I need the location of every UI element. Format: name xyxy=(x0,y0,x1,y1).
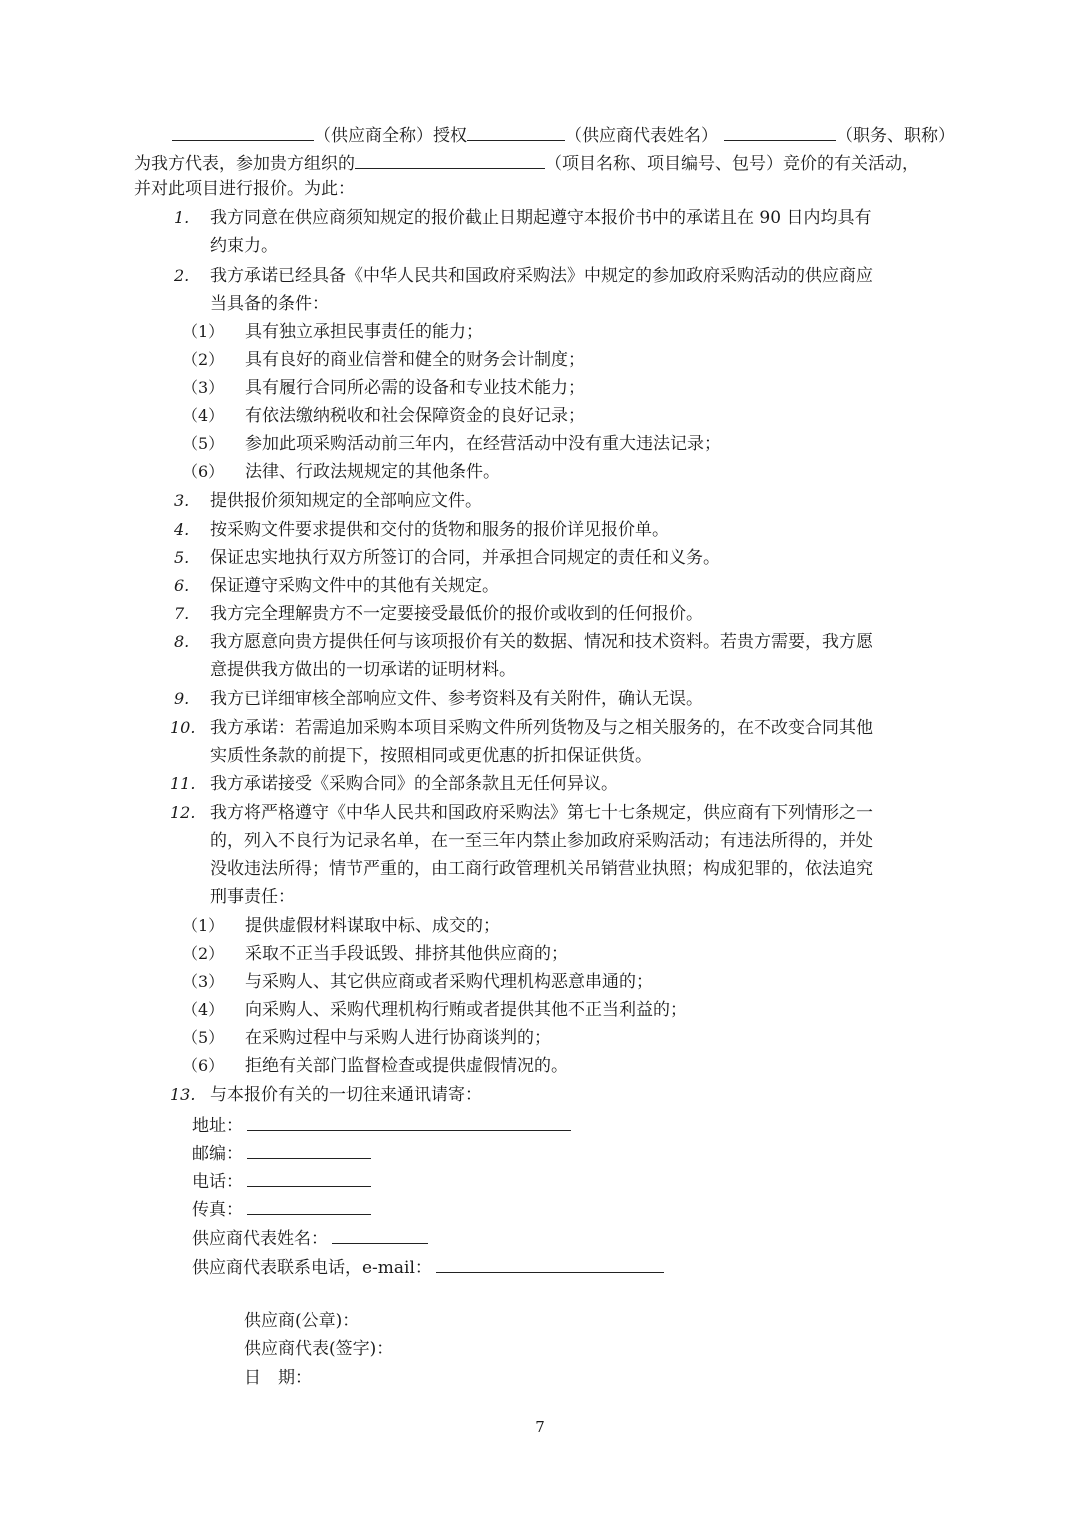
date-label: 日 期： xyxy=(244,1368,312,1388)
item-number: 5. xyxy=(174,548,190,567)
condition-number: （4） xyxy=(182,406,225,425)
item-number: 8. xyxy=(174,632,190,651)
item-number: 6. xyxy=(174,576,190,595)
condition-text: 具有良好的商业信誉和健全的财务会计制度； xyxy=(245,350,585,370)
violation-text: 拒绝有关部门监督检查或提供虚假情况的。 xyxy=(245,1056,568,1076)
condition-number: （3） xyxy=(182,378,225,397)
fax-blank[interactable] xyxy=(247,1197,371,1215)
intro-text-e: （项目名称、项目编号、包号）竞价的有关活动， xyxy=(545,154,919,174)
rep-contact-blank[interactable] xyxy=(436,1255,664,1273)
item-text: 提供报价须知规定的全部响应文件。 xyxy=(210,491,482,511)
phone-blank[interactable] xyxy=(247,1169,371,1187)
violation-number: （6） xyxy=(182,1056,225,1075)
item-text: 意提供我方做出的一切承诺的证明材料。 xyxy=(210,660,516,680)
violation-number: （1） xyxy=(182,916,225,935)
phone-label: 电话： xyxy=(192,1172,243,1192)
violation-number: （3） xyxy=(182,972,225,991)
intro-text-d: 为我方代表，参加贵方组织的 xyxy=(134,154,355,174)
item-text: 我方承诺：若需追加采购本项目采购文件所列货物及与之相关服务的，在不改变合同其他 xyxy=(210,718,873,738)
intro-text-b: （供应商代表姓名） xyxy=(565,126,718,146)
item-text: 刑事责任： xyxy=(210,887,295,907)
condition-text: 有依法缴纳税收和社会保障资金的良好记录； xyxy=(245,406,585,426)
item-number: 7. xyxy=(174,604,190,623)
fax-field xyxy=(192,1197,371,1220)
rep-contact-field xyxy=(192,1255,664,1278)
intro-line-2 xyxy=(134,151,919,174)
item-text: 没收违法所得；情节严重的，由工商行政管理机关吊销营业执照；构成犯罪的，依法追究 xyxy=(210,859,873,879)
intro-text-c: （职务、职称） xyxy=(836,126,955,146)
violation-text: 向采购人、采购代理机构行贿或者提供其他不正当利益的； xyxy=(245,1000,687,1020)
item-text: 我方愿意向贵方提供任何与该项报价有关的数据、情况和技术资料。若贵方需要，我方愿 xyxy=(210,632,873,652)
title-blank[interactable] xyxy=(724,123,836,141)
item-number: 3. xyxy=(174,491,190,510)
phone-field xyxy=(192,1169,371,1192)
item-number: 9. xyxy=(174,689,190,708)
violation-text: 与采购人、其它供应商或者采购代理机构恶意串通的； xyxy=(245,972,653,992)
rep-name-blank-2[interactable] xyxy=(332,1226,428,1244)
page-number: 7 xyxy=(535,1418,545,1436)
violation-text: 提供虚假材料谋取中标、成交的； xyxy=(245,916,500,936)
item-number: 2. xyxy=(174,266,190,285)
item-number: 11. xyxy=(170,774,196,793)
item-number: 4. xyxy=(174,520,190,539)
item-text: 保证遵守采购文件中的其他有关规定。 xyxy=(210,576,499,596)
violation-number: （5） xyxy=(182,1028,225,1047)
item-text: 的，列入不良行为记录名单，在一至三年内禁止参加政府采购活动；有违法所得的，并处 xyxy=(210,831,873,851)
item-text: 我方将严格遵守《中华人民共和国政府采购法》第七十七条规定，供应商有下列情形之一 xyxy=(210,803,873,823)
item-text: 我方已详细审核全部响应文件、参考资料及有关附件，确认无误。 xyxy=(210,689,703,709)
item-number: 12. xyxy=(170,803,196,822)
condition-text: 具有履行合同所必需的设备和专业技术能力； xyxy=(245,378,585,398)
item-text: 保证忠实地执行双方所签订的合同，并承担合同规定的责任和义务。 xyxy=(210,548,720,568)
supplier-seal-label: 供应商(公章)： xyxy=(244,1311,360,1331)
postcode-field xyxy=(192,1141,371,1164)
rep-name-field xyxy=(192,1226,428,1249)
rep-sign-label: 供应商代表(签字)： xyxy=(244,1339,394,1359)
condition-text: 参加此项采购活动前三年内，在经营活动中没有重大违法记录； xyxy=(245,434,721,454)
postcode-label: 邮编： xyxy=(192,1144,243,1164)
violation-text: 在采购过程中与采购人进行协商谈判的； xyxy=(245,1028,551,1048)
intro-line-1 xyxy=(172,123,955,146)
rep-name-blank[interactable] xyxy=(467,123,565,141)
item-text: 我方同意在供应商须知规定的报价截止日期起遵守本报价书中的承诺且在 90 日内均具有 xyxy=(210,208,872,228)
postcode-blank[interactable] xyxy=(247,1141,371,1159)
item-text: 我方完全理解贵方不一定要接受最低价的报价或收到的任何报价。 xyxy=(210,604,703,624)
address-field xyxy=(192,1113,571,1136)
project-name-blank[interactable] xyxy=(355,151,545,169)
intro-line-3 xyxy=(134,179,355,199)
item-text: 实质性条款的前提下，按照相同或更优惠的折扣保证供货。 xyxy=(210,746,652,766)
condition-number: （2） xyxy=(182,350,225,369)
item-number: 1. xyxy=(174,208,190,227)
item-number: 10. xyxy=(170,718,196,737)
condition-text: 法律、行政法规规定的其他条件。 xyxy=(245,462,500,482)
item-text: 约束力。 xyxy=(210,236,278,256)
condition-number: （5） xyxy=(182,434,225,453)
condition-number: （6） xyxy=(182,462,225,481)
item-text: 当具备的条件： xyxy=(210,294,329,314)
rep-contact-label: 供应商代表联系电话，e-mail： xyxy=(192,1258,432,1278)
item-text: 按采购文件要求提供和交付的货物和服务的报价详见报价单。 xyxy=(210,520,669,540)
rep-name-label: 供应商代表姓名： xyxy=(192,1229,328,1249)
address-blank[interactable] xyxy=(247,1113,571,1131)
violation-number: （2） xyxy=(182,944,225,963)
condition-number: （1） xyxy=(182,322,225,341)
intro-text-f: 并对此项目进行报价。为此： xyxy=(134,179,355,199)
address-label: 地址： xyxy=(192,1116,243,1136)
item-text: 与本报价有关的一切往来通讯请寄： xyxy=(210,1085,482,1105)
item-text: 我方承诺已经具备《中华人民共和国政府采购法》中规定的参加政府采购活动的供应商应 xyxy=(210,266,873,286)
item-number: 13. xyxy=(170,1085,196,1104)
supplier-name-blank[interactable] xyxy=(172,123,314,141)
violation-number: （4） xyxy=(182,1000,225,1019)
fax-label: 传真： xyxy=(192,1200,243,1220)
violation-text: 采取不正当手段诋毁、排挤其他供应商的； xyxy=(245,944,568,964)
intro-text-a: （供应商全称）授权 xyxy=(314,126,467,146)
item-text: 我方承诺接受《采购合同》的全部条款且无任何异议。 xyxy=(210,774,618,794)
condition-text: 具有独立承担民事责任的能力； xyxy=(245,322,483,342)
